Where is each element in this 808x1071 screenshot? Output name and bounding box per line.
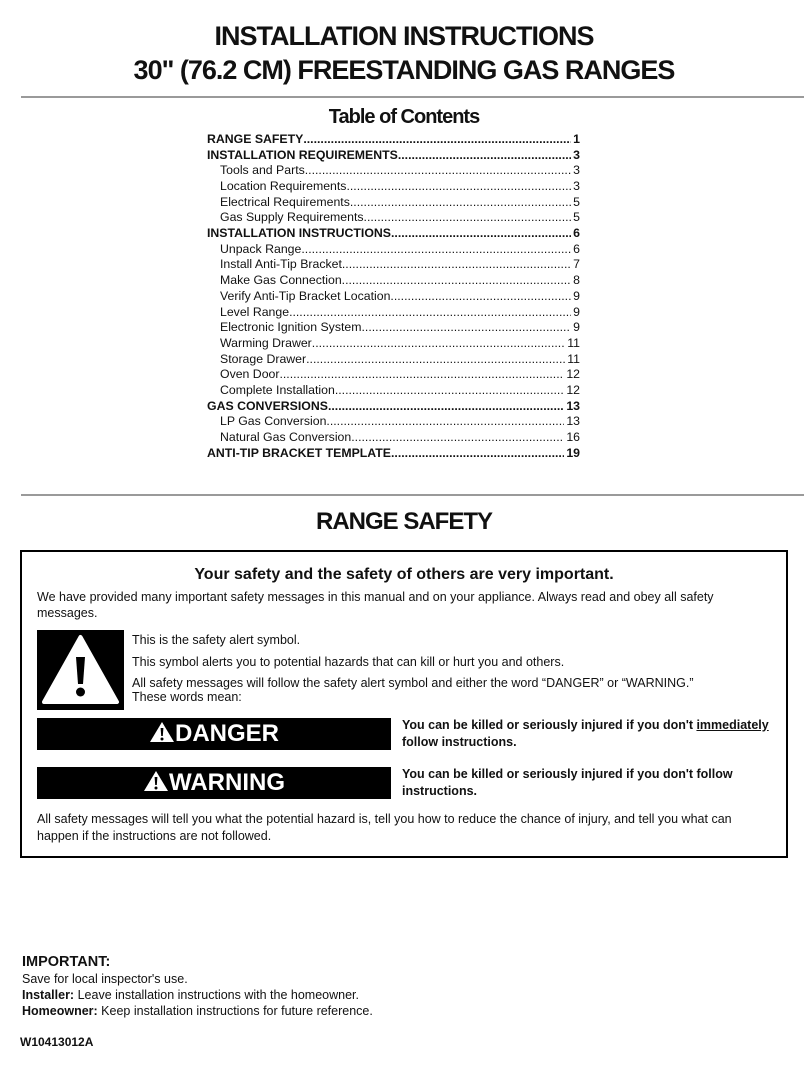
toc-entry-page: 5 xyxy=(573,210,580,225)
toc-leader-dots xyxy=(301,242,571,258)
toc-entry-page: 9 xyxy=(573,320,580,335)
toc-entry-title: INSTALLATION INSTRUCTIONS xyxy=(207,226,391,241)
symbol-line-4: These words mean: xyxy=(132,690,242,704)
toc-entry xyxy=(207,430,580,446)
toc-entry-page: 5 xyxy=(573,194,580,209)
toc-entry-page: 16 xyxy=(566,430,580,445)
important-notice xyxy=(22,953,373,1019)
toc-entry xyxy=(207,148,580,164)
homeowner-label: Homeowner: xyxy=(22,1004,98,1018)
toc-entry xyxy=(207,258,580,274)
toc-entry-page: 13 xyxy=(566,398,580,413)
toc-entry xyxy=(207,242,580,258)
toc-entry-title: Location Requirements xyxy=(220,179,347,194)
toc-entry-page: 9 xyxy=(573,288,580,303)
toc-entry-page: 12 xyxy=(566,383,580,397)
toc-leader-dots xyxy=(342,273,571,289)
toc-entry-title: LP Gas Conversion xyxy=(220,414,327,429)
important-line-1: Save for local inspector's use. xyxy=(22,972,188,986)
toc-entry-title: Natural Gas Conversion xyxy=(220,430,352,445)
toc-leader-dots xyxy=(342,258,571,274)
toc-entry-title: Install Anti-Tip Bracket xyxy=(220,257,342,272)
symbol-line-2: This symbol alerts you to potential hazards that can kill or hurt you and others. xyxy=(132,655,565,669)
toc-leader-dots xyxy=(361,320,571,336)
document-number: W10413012A xyxy=(20,1035,94,1049)
toc-entry-title: Storage Drawer xyxy=(220,351,307,366)
toc-entry-page: 11 xyxy=(567,335,580,350)
toc-leader-dots xyxy=(398,148,571,164)
toc-entry-title: Make Gas Connection xyxy=(220,273,342,288)
mid-divider xyxy=(21,494,804,496)
toc-entry xyxy=(207,132,580,148)
toc-leader-dots xyxy=(351,430,564,446)
toc-entry-title: Electronic Ignition System xyxy=(220,320,362,335)
toc-entry-title: RANGE SAFETY xyxy=(207,132,304,146)
toc-entry xyxy=(207,336,580,352)
installer-label: Installer: xyxy=(22,988,75,1002)
toc-entry-page: 11 xyxy=(567,351,580,366)
toc-entry-title: Gas Supply Requirements xyxy=(220,210,364,225)
toc-entry xyxy=(207,289,580,305)
toc-entry-title: Unpack Range xyxy=(220,241,302,256)
danger-text-b: follow instructions. xyxy=(402,735,517,749)
safety-box-title: Your safety and the safety of others are very important. xyxy=(194,566,614,583)
toc-entry-page: 3 xyxy=(573,163,580,178)
symbol-line-3: All safety messages will follow the safety alert symbol and either the word “DANGER” or “WARNING.” xyxy=(132,676,694,690)
danger-alert-icon xyxy=(149,721,175,743)
important-line-homeowner xyxy=(22,1003,373,1019)
toc-leader-dots xyxy=(289,305,571,321)
toc-leader-dots xyxy=(391,226,571,242)
installer-text: Leave installation instructions with the homeowner. xyxy=(74,988,359,1002)
toc-entry-title: Verify Anti-Tip Bracket Location xyxy=(220,288,391,303)
safety-box xyxy=(20,550,788,858)
toc-entry-title: Complete Installation xyxy=(220,383,335,397)
toc-leader-dots xyxy=(312,336,565,352)
warning-alert-icon xyxy=(143,770,169,792)
alert-triangle-icon xyxy=(37,630,124,710)
toc-entry-page: 19 xyxy=(566,445,580,460)
top-divider xyxy=(21,96,804,98)
toc-entry xyxy=(207,226,580,242)
toc-entry xyxy=(207,179,580,195)
toc-entry xyxy=(207,446,580,462)
toc-entry-page: 13 xyxy=(566,414,580,429)
toc-entry-title: GAS CONVERSIONS xyxy=(207,398,328,413)
doc-title-line2: 30" (76.2 CM) FREESTANDING GAS RANGES xyxy=(133,55,675,85)
danger-text-emphasis: immediately xyxy=(696,718,769,732)
toc-leader-dots xyxy=(306,352,565,368)
toc-entry-page: 6 xyxy=(573,241,580,256)
toc-leader-dots xyxy=(326,414,564,430)
toc-leader-dots xyxy=(391,446,564,462)
toc-entry xyxy=(207,195,580,211)
toc-entry-page: 3 xyxy=(573,179,580,194)
homeowner-text: Keep installation instructions for future reference. xyxy=(97,1004,373,1018)
warning-bar xyxy=(37,767,391,799)
danger-text-a: You can be killed or seriously injured if you don't xyxy=(402,718,697,732)
toc-entry-page: 3 xyxy=(573,147,580,162)
toc-entry-page: 8 xyxy=(573,273,580,288)
toc-leader-dots xyxy=(328,399,564,415)
toc-leader-dots xyxy=(335,383,564,399)
toc-entry xyxy=(207,273,580,289)
safety-footer: All safety messages will tell you what the potential hazard is, tell you how to reduce the chance of injury, and tell you what can happen if the instructions are not followed. xyxy=(37,812,732,843)
doc-title-line1: INSTALLATION INSTRUCTIONS xyxy=(214,21,594,51)
toc-entry-title: Level Range xyxy=(220,304,290,319)
toc-leader-dots xyxy=(364,210,572,226)
toc-entry-page: 12 xyxy=(566,367,580,382)
toc-leader-dots xyxy=(346,179,571,195)
toc-leader-dots xyxy=(350,195,571,211)
toc-entry-title: INSTALLATION REQUIREMENTS xyxy=(207,147,398,162)
toc-entry xyxy=(207,414,580,430)
toc-entry xyxy=(207,210,580,226)
toc-entry xyxy=(207,352,580,368)
toc-leader-dots xyxy=(303,132,571,148)
toc-entry xyxy=(207,367,580,383)
toc-entry-title: Oven Door xyxy=(220,367,280,382)
toc-leader-dots xyxy=(279,367,564,383)
toc-entry-title: Electrical Requirements xyxy=(220,194,350,209)
important-heading: IMPORTANT: xyxy=(22,954,111,970)
toc-entry-title: ANTI-TIP BRACKET TEMPLATE xyxy=(207,445,391,460)
danger-bar xyxy=(37,718,391,750)
toc-leader-dots xyxy=(390,289,571,305)
toc-entry-page: 9 xyxy=(573,304,580,319)
range-safety-heading: RANGE SAFETY xyxy=(315,508,492,535)
toc-entry xyxy=(207,163,580,179)
important-line-installer xyxy=(22,987,373,1003)
warning-label: WARNING xyxy=(169,769,285,796)
toc-heading: Table of Contents xyxy=(328,106,480,128)
safety-intro: We have provided many important safety messages in this manual and on your appliance. Always read and obey all safety messages. xyxy=(37,590,714,620)
toc-entry xyxy=(207,305,580,321)
danger-description xyxy=(402,717,782,751)
warning-description: You can be killed or seriously injured if you don't follow instructions. xyxy=(402,767,733,798)
toc-entry xyxy=(207,383,580,399)
toc-leader-dots xyxy=(305,163,571,179)
toc-entry-title: Tools and Parts xyxy=(220,163,305,178)
symbol-line-1: This is the safety alert symbol. xyxy=(132,633,301,647)
danger-label: DANGER xyxy=(174,720,279,747)
toc-entry-page: 1 xyxy=(573,132,580,146)
toc-entry-page: 6 xyxy=(573,226,580,241)
toc-entry xyxy=(207,399,580,415)
toc-entry xyxy=(207,320,580,336)
toc-entry-page: 7 xyxy=(573,257,580,272)
table-of-contents xyxy=(207,132,580,461)
toc-entry-title: Warming Drawer xyxy=(220,335,312,350)
